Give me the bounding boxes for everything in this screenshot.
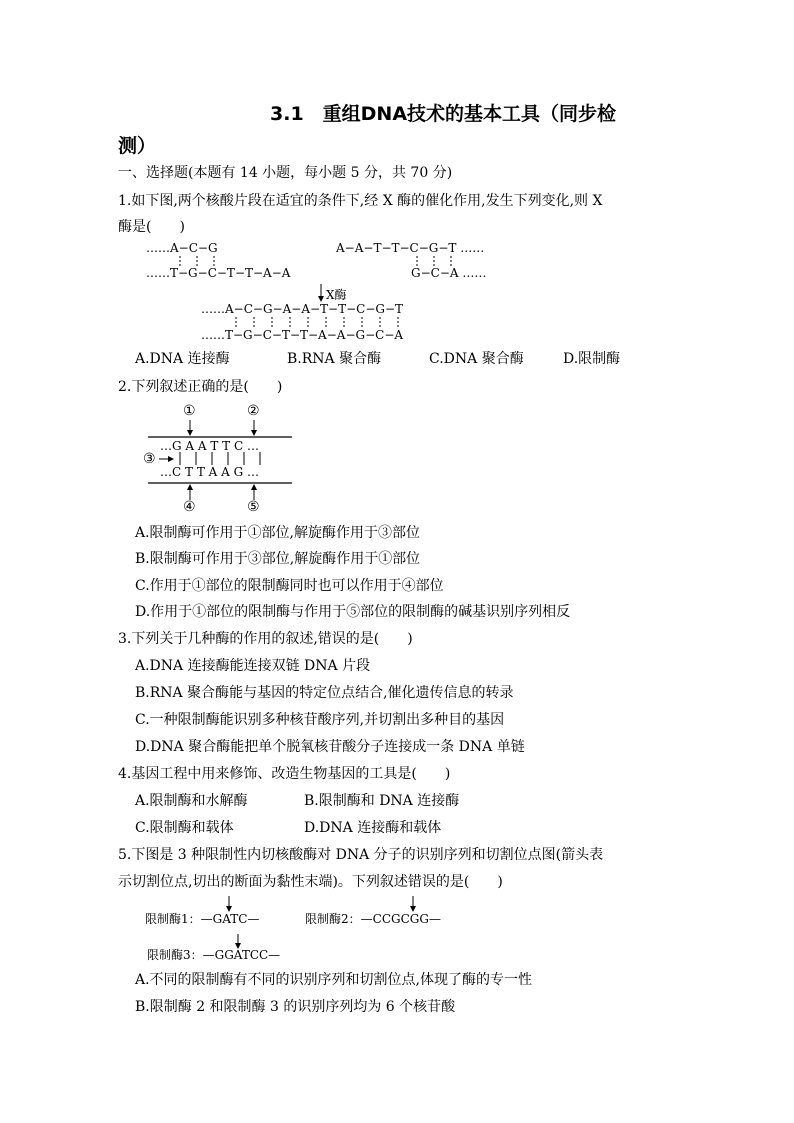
q1-option-b: B.RNA 聚合酶 bbox=[287, 351, 382, 367]
q4-option-c: C.限制酶和载体 bbox=[135, 820, 234, 836]
q3-option-b: B.RNA 聚合酶能与基因的特定位点结合,催化遗传信息的转录 bbox=[135, 685, 514, 701]
q1-right-top-strand: A−A−T−T−C−G−T …… bbox=[336, 241, 485, 255]
q2-bottom-sequence: …C T T A A G … bbox=[160, 465, 259, 479]
q2-option-c: C.作用于①部位的限制酶同时也可以作用于④部位 bbox=[135, 578, 444, 594]
q2-mark-5: ⑤ bbox=[247, 499, 260, 515]
q5-option-b: B.限制酶 2 和限制酶 3 的识别序列均为 6 个核苷酸 bbox=[135, 999, 456, 1015]
q5-stem-line2: 示切割位点,切出的断面为黏性末端)。下列叙述错误的是( ) bbox=[118, 874, 503, 890]
q1-x-enzyme-arrowhead bbox=[318, 296, 324, 302]
q1-merged-bottom-strand: ……T−G−C−T−T−A−A−G−C−A bbox=[201, 328, 404, 342]
q1-enzyme-label: X酶 bbox=[326, 288, 347, 302]
q3-option-d: D.DNA 聚合酶能把单个脱氧核苷酸分子连接成一条 DNA 单链 bbox=[135, 739, 525, 755]
q5-enzyme2-site: 限制酶2：—CCGCGG— bbox=[305, 912, 441, 926]
q1-right-bottom-strand: G−C−A …… bbox=[411, 266, 487, 280]
q1-stem-line1: 1.如下图,两个核酸片段在适宜的条件下,经 X 酶的催化作用,发生下列变化,则 X bbox=[118, 193, 603, 209]
q1-left-top-strand: ……A−C−G bbox=[146, 241, 218, 255]
q1-option-d: D.限制酶 bbox=[563, 351, 621, 367]
q2-mark-4: ④ bbox=[183, 499, 196, 515]
q2-option-a: A.限制酶可作用于①部位,解旋酶作用于③部位 bbox=[135, 525, 421, 541]
q2-mark-2: ② bbox=[247, 403, 260, 419]
q2-mark-3: ③ bbox=[143, 451, 156, 467]
q3-option-a: A.DNA 连接酶能连接双链 DNA 片段 bbox=[135, 658, 371, 674]
q5-option-a: A.不同的限制酶有不同的识别序列和切割位点,体现了酶的专一性 bbox=[135, 972, 533, 988]
section-heading: 一、选择题(本题有 14 小题，每小题 5 分，共 70 分) bbox=[118, 165, 453, 181]
q3-option-c: C.一种限制酶能识别多种核苷酸序列,并切割出多种目的基因 bbox=[135, 712, 505, 728]
page-title-line1: 3.1 重组DNA技术的基本工具（同步检 bbox=[270, 103, 617, 125]
q1-left-bottom-strand: ……T−G−C−T−T−A−A bbox=[146, 266, 291, 280]
q2-base-pair-bonds bbox=[180, 452, 260, 465]
q2-mark-1: ① bbox=[183, 403, 196, 419]
q1-option-c: C.DNA 聚合酶 bbox=[429, 351, 524, 367]
q5-stem-line1: 5.下图是 3 种限制性内切核酸酶对 DNA 分子的识别序列和切割位点图(箭头表 bbox=[118, 847, 604, 863]
q2-option-b: B.限制酶可作用于③部位,解旋酶作用于①部位 bbox=[135, 551, 421, 567]
page-title-line2: 测） bbox=[118, 135, 157, 157]
q2-stem: 2.下列叙述正确的是( ) bbox=[118, 379, 283, 395]
q1-merged-top-strand: ……A−C−G−A−A−T−T−C−G−T bbox=[201, 302, 404, 316]
q4-option-b: B.限制酶和 DNA 连接酶 bbox=[304, 793, 460, 809]
q3-stem: 3.下列关于几种酶的作用的叙述,错误的是( ) bbox=[118, 631, 413, 647]
q1-stem-line2: 酶是( ) bbox=[118, 219, 185, 235]
q4-option-d: D.DNA 连接酶和载体 bbox=[304, 820, 442, 836]
q1-hydrogen-bonds bbox=[180, 256, 451, 328]
q4-option-a: A.限制酶和水解酶 bbox=[135, 793, 248, 809]
q4-stem: 4.基因工程中用来修饰、改造生物基因的工具是( ) bbox=[118, 766, 451, 782]
q5-enzyme1-site: 限制酶1：—GATC— bbox=[145, 912, 260, 926]
q1-option-a: A.DNA 连接酶 bbox=[135, 351, 230, 367]
q5-enzyme3-site: 限制酶3：—GGATCC— bbox=[147, 948, 281, 962]
q2-option-d: D.作用于①部位的限制酶与作用于⑤部位的限制酶的碱基识别序列相反 bbox=[135, 604, 571, 620]
q2-top-sequence: …G A A T T C … bbox=[160, 439, 259, 453]
